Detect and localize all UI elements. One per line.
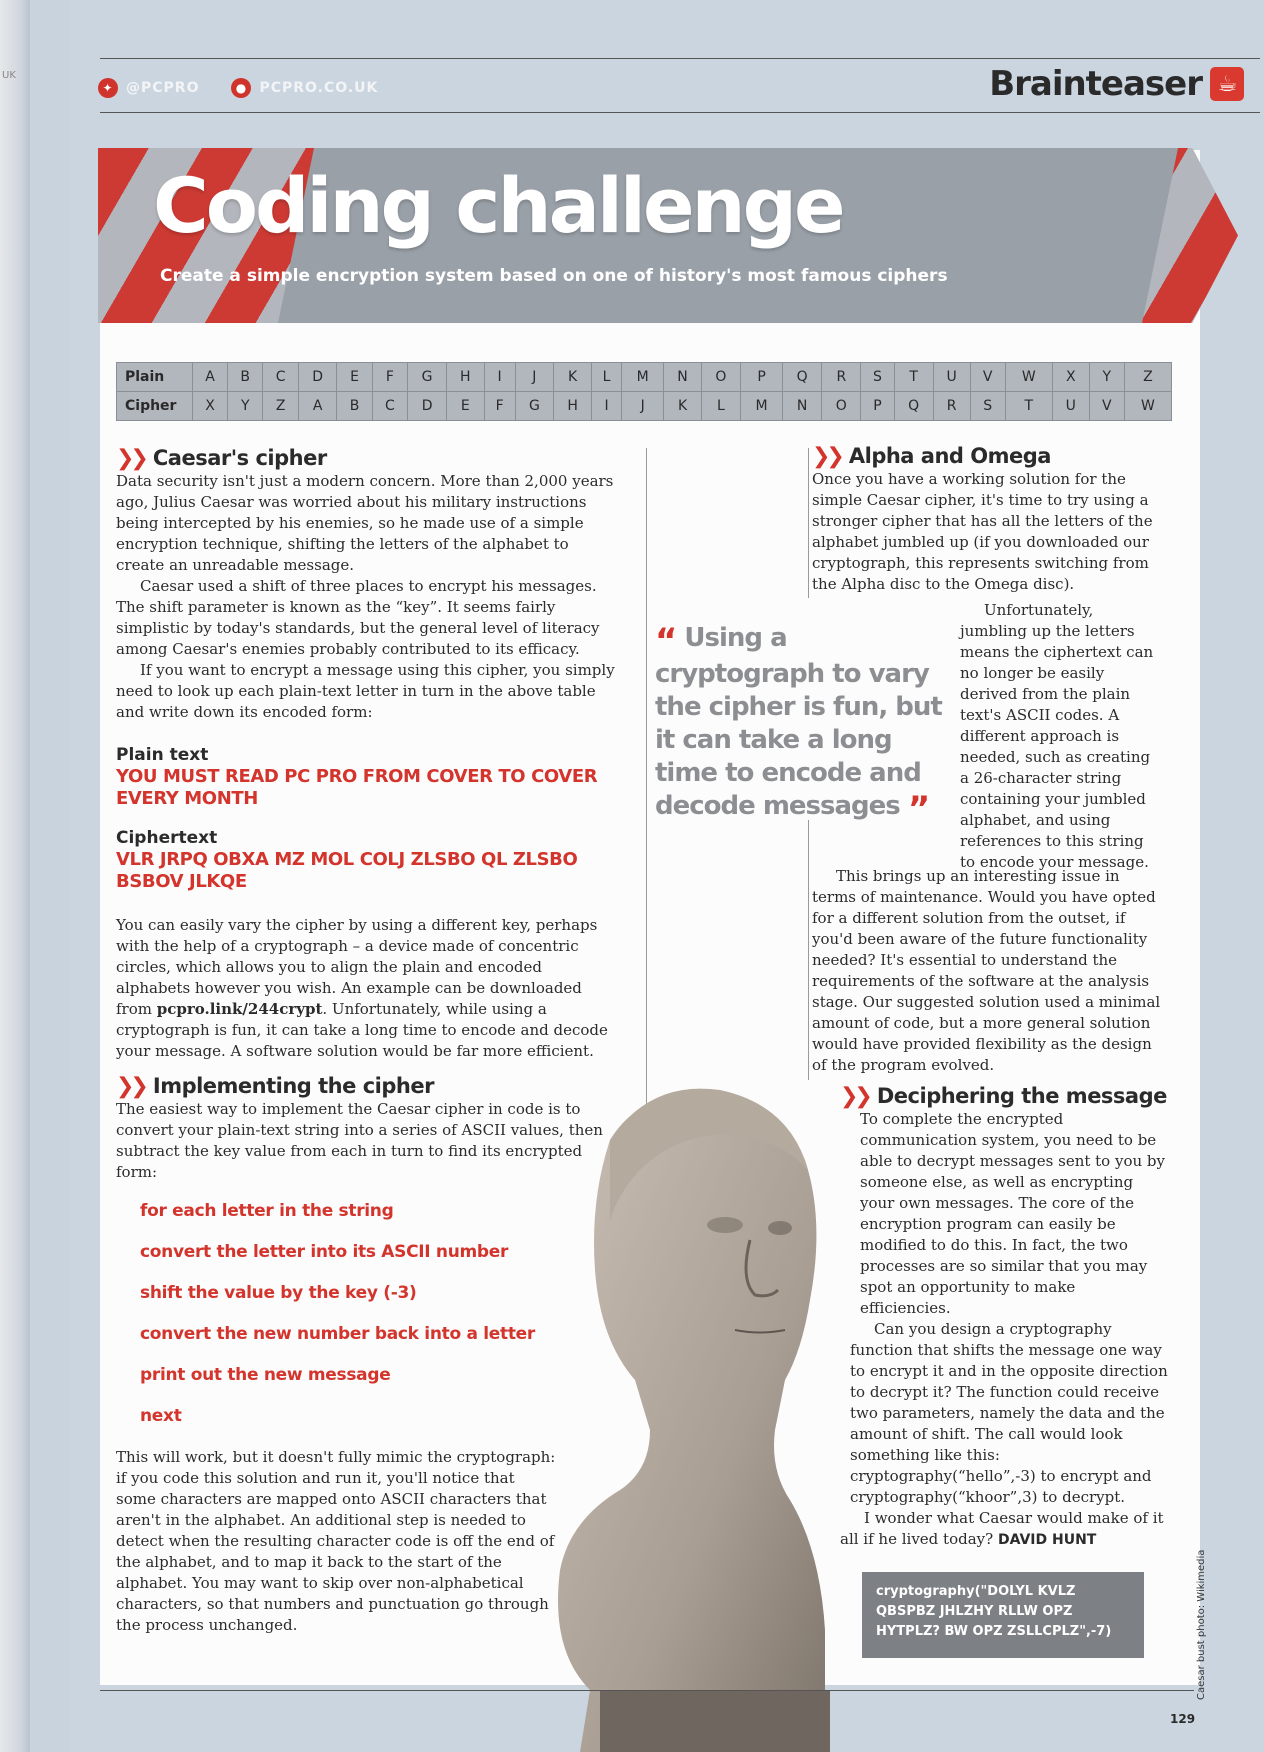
section-title: Brainteaser (989, 64, 1202, 104)
caesar-paragraph-3: If you want to encrypt a message using this cipher, you simply need to look up each plain-text letter in turn in the above table and write down its encoded form: (116, 661, 615, 721)
caesar-paragraph-4 (116, 915, 616, 1062)
right-column-top (812, 446, 1162, 595)
plain-cell: C (263, 363, 299, 392)
twitter-handle[interactable]: @PCPRO (126, 80, 200, 96)
cipher-cell: Y (228, 392, 263, 421)
cipher-cell: K (664, 392, 702, 421)
article-title: Coding challenge (153, 161, 843, 250)
plain-cell: H (446, 363, 484, 392)
social-links (98, 78, 378, 98)
right-column-narrow (960, 600, 1160, 871)
decipher-heading-text: Deciphering the message (876, 1084, 1167, 1108)
chevron-icon: ❯❯ (116, 446, 145, 471)
cipher-row-label: Cipher (117, 392, 193, 421)
plain-text-label: Plain text (116, 745, 209, 765)
implementing-heading-text: Implementing the cipher (152, 1074, 434, 1098)
pull-quote (655, 621, 955, 829)
implementing-paragraph-2: This will work, but it doesn't fully mimic the cryptograph: if you code this solution and run it, you'll notice that some characters are mapped onto ASCII characters that aren't in the alphabet. An additional step is needed to detect when the resulting character code is off the end of the alphabet, and to map it back to the start of the alphabet. You may want to skip over non-alphabetical characters, so that numbers and punctuation go through the process unchanged. (116, 1448, 556, 1634)
plain-cell: T (894, 363, 933, 392)
cipher-cell: B (337, 392, 372, 421)
decipher-paragraph-3 (840, 1508, 1170, 1551)
pull-quote-text: Using a cryptograph to vary the cipher is fun, but it can take a long time to encode and decode messages (655, 623, 942, 821)
close-quote-icon: ” (907, 789, 930, 829)
caesar-bust-image (540, 1050, 830, 1752)
plain-cell: X (1052, 363, 1089, 392)
cipher-cell: R (933, 392, 970, 421)
cipher-cell: G (515, 392, 554, 421)
footer-rule (100, 1690, 1194, 1691)
globe-icon: ● (231, 78, 251, 98)
cipher-cell: U (1052, 392, 1089, 421)
page-number: 129 (1170, 1712, 1196, 1726)
article-subtitle: Create a simple encryption system based on one of history's most famous ciphers (160, 266, 948, 286)
caesar-paragraph-4-b: . Unfortunately, while using a cryptograph is fun, it can take a long time to encode and decode your message. A software solution would be far more efficient. (116, 1000, 608, 1060)
cipher-cell: M (740, 392, 782, 421)
plain-cell: Z (1124, 363, 1171, 392)
cipher-cell: T (1005, 392, 1052, 421)
ciphertext-value: VLR JRPQ OBXA MZ MOL COLJ ZLSBO QL ZLSBO BSBOV JLKQE (116, 849, 578, 892)
plain-cell: G (408, 363, 447, 392)
download-link[interactable]: pcpro.link/244crypt (156, 1000, 323, 1018)
plain-cell: Q (783, 363, 822, 392)
caesar-paragraph-2: Caesar used a shift of three places to encrypt his messages. The shift parameter is known as the “key”. It seems fairly simplistic by today's standards, but the general level of literacy among Caesar's enemies probably contributed to its efficacy. (116, 577, 600, 658)
caesar-heading-text: Caesar's cipher (152, 446, 327, 470)
alpha-heading (812, 446, 1162, 467)
website-link[interactable]: PCPRO.CO.UK (259, 80, 379, 96)
cipher-cell: P (861, 392, 894, 421)
plain-cell: Y (1089, 363, 1124, 392)
cipher-cell: O (822, 392, 861, 421)
cipher-cell: W (1124, 392, 1171, 421)
cipher-cell: D (408, 392, 447, 421)
cipher-table (116, 362, 1172, 421)
cipher-cell: J (622, 392, 664, 421)
pseudocode-line: for each letter in the string (140, 1201, 394, 1221)
plain-cell: L (591, 363, 621, 392)
cipher-cell: N (783, 392, 822, 421)
plain-row (117, 363, 1172, 392)
section-label (989, 64, 1244, 104)
plain-cell: K (554, 363, 592, 392)
right-column-mid (812, 866, 1162, 1076)
column-divider (808, 820, 809, 1080)
pseudocode-line: next (140, 1406, 182, 1426)
challenge-code-box: cryptography("DOLYL KVLZ QBSPBZ JHLZHY RLLW OPZ HYTPLZ? BW OPZ ZSLLCPLZ",-7) (862, 1572, 1144, 1658)
cipher-cell: C (372, 392, 408, 421)
column-divider (646, 448, 647, 1108)
photo-credit: Caesar bust photo: Wikimedia (1196, 1549, 1207, 1700)
cipher-cell: Q (894, 392, 933, 421)
cipher-cell: V (1089, 392, 1124, 421)
cipher-cell: I (591, 392, 621, 421)
chevron-icon: ❯❯ (116, 1074, 145, 1099)
plain-cell: J (515, 363, 554, 392)
cipher-cell: A (298, 392, 336, 421)
cipher-cell: Z (263, 392, 299, 421)
cipher-cell: E (446, 392, 484, 421)
twitter-icon: ✦ (98, 78, 118, 98)
plain-cell: E (337, 363, 372, 392)
caesar-heading (116, 448, 616, 469)
decipher-paragraph-2: Can you design a cryptography function that shifts the message one way to encrypt it and in the opposite direction to decrypt it? The function could receive two parameters, namely the data and the amount of shift. The call would look something like this: cryptography(“hello”,-3) to encrypt and cryptography(“khoor”,3) to decrypt. (850, 1320, 1168, 1506)
chevron-icon: ❯❯ (812, 444, 841, 469)
header-rule-lower (100, 112, 1260, 113)
alpha-paragraph-1: Once you have a working solution for the simple Caesar cipher, it's time to try using a stronger cipher that has all the letters of the alphabet jumbled up (if you downloaded our cryptograph, this represents switching from the Alpha disc to the Omega disc). (812, 470, 1153, 593)
pseudocode-line: convert the new number back into a letter (140, 1324, 535, 1344)
plain-cell: A (193, 363, 228, 392)
pseudocode-line: print out the new message (140, 1365, 391, 1385)
alpha-paragraph-2: Unfortunately, jumbling up the letters means the ciphertext can no longer be easily derived from the plain text's ASCII codes. A different approach is needed, such as creating a 26-character string containing your jumbled alphabet, and using references to this string to encode your message. (960, 601, 1154, 871)
plain-cell: P (740, 363, 782, 392)
plain-cell: F (372, 363, 408, 392)
plain-cell: W (1005, 363, 1052, 392)
implementing-paragraph-1: The easiest way to implement the Caesar cipher in code is to convert your plain-text string into a series of ASCII values, then subtract the key value from each in turn to find its encrypted form: (116, 1100, 603, 1181)
plain-cell: M (622, 363, 664, 392)
title-banner (98, 148, 1238, 323)
spine-text: UK (2, 70, 16, 81)
decipher-heading (840, 1086, 1170, 1107)
author-name: DAVID HUNT (997, 1532, 1097, 1548)
cipher-cell: H (554, 392, 592, 421)
cipher-row (117, 392, 1172, 421)
plain-cell: O (701, 363, 740, 392)
book-spine (0, 0, 30, 1752)
plain-cell: V (970, 363, 1005, 392)
decipher-paragraph-1: To complete the encrypted communication system, you need to be able to decrypt messages sent to you by someone else, as well as encrypting your own messages. The core of the encryption program can easily be modified to do this. In fact, the two processes are so similar that you may spot an opportunity to make efficiencies. (860, 1110, 1165, 1317)
cipher-cell: L (701, 392, 740, 421)
plain-cell: S (861, 363, 894, 392)
plain-cell: D (298, 363, 336, 392)
plain-cell: B (228, 363, 263, 392)
column-divider (808, 448, 809, 598)
caesar-paragraph-1: Data security isn't just a modern concern. More than 2,000 years ago, Julius Caesar was worried about his military instructions being intercepted by his enemies, so he made use of a simple encryption technique, shifting the letters of the alphabet to create an unreadable message. (116, 472, 614, 574)
pseudocode-line: shift the value by the key (-3) (140, 1283, 417, 1303)
plain-cell: N (664, 363, 702, 392)
cipher-cell: F (484, 392, 515, 421)
header-rule (100, 58, 1260, 59)
coffee-cup-icon: ☕ (1210, 67, 1244, 101)
plain-cell: U (933, 363, 970, 392)
alpha-paragraph-3: This brings up an interesting issue in terms of maintenance. Would you have opted for a different solution from the outset, if you'd been aware of the future functionality needed? It's essential to understand the requirements of the software at the analysis stage. Our suggested solution used a minimal amount of code, but a more general solution would have provided flexibility as the design of the program evolved. (812, 867, 1161, 1074)
cipher-cell: S (970, 392, 1005, 421)
decipher-paragraph-3-text: I wonder what Caesar would make of it all if he lived today? (840, 1509, 1164, 1548)
chevron-icon: ❯❯ (840, 1084, 869, 1109)
pseudocode-line: convert the letter into its ASCII number (140, 1242, 509, 1262)
plain-cell: I (484, 363, 515, 392)
plain-cell: R (822, 363, 861, 392)
plain-row-label: Plain (117, 363, 193, 392)
plain-text-value: YOU MUST READ PC PRO FROM COVER TO COVER EVERY MONTH (116, 766, 598, 809)
open-quote-icon: “ (655, 621, 677, 661)
ciphertext-label: Ciphertext (116, 828, 218, 848)
right-column-bottom (840, 1086, 1170, 1551)
alpha-heading-text: Alpha and Omega (848, 444, 1051, 468)
caesar-paragraph-4-a: You can easily vary the cipher by using a different key, perhaps with the help of a cryptograph – a device made of concentric circles, which allows you to align the plain and encoded alphabets however you wish. An example can be downloaded from (116, 916, 598, 1018)
cipher-cell: X (193, 392, 228, 421)
